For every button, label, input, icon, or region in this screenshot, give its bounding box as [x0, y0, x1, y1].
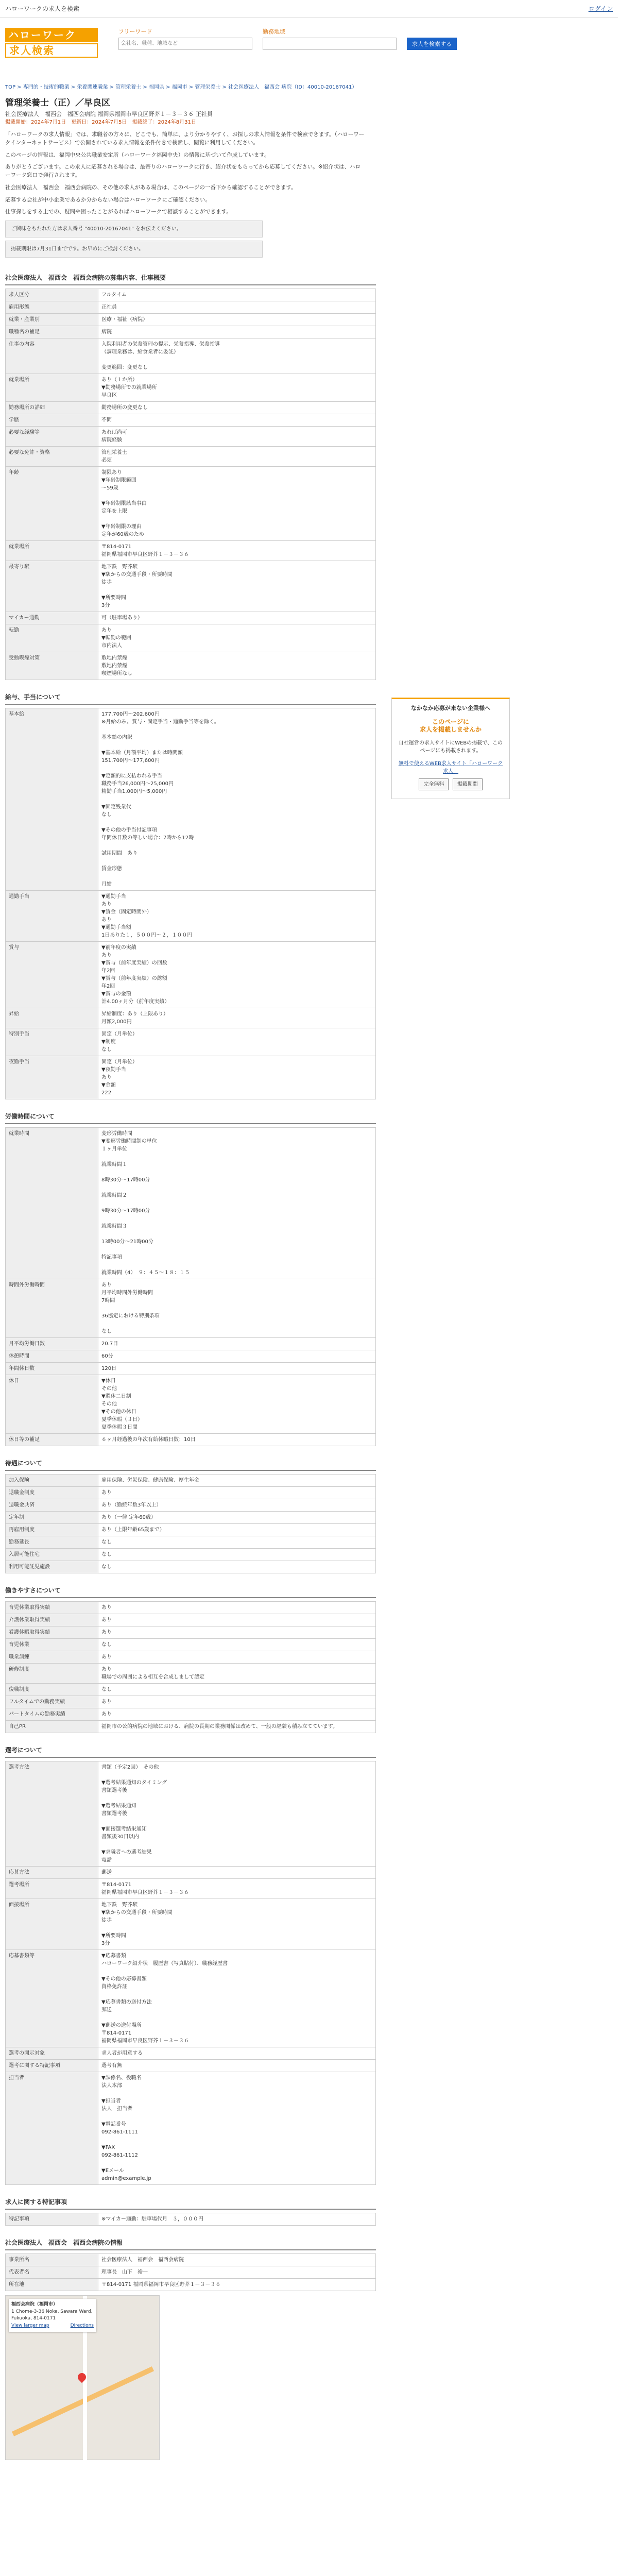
- row-label: 通勤手当: [6, 891, 98, 942]
- row-label: 最寄り駅: [6, 561, 98, 612]
- table-row: [6, 1512, 376, 1524]
- promo-link[interactable]: 無料で使えるWEB求人サイト「ハローワーク求人」: [398, 760, 503, 774]
- table-row: [6, 541, 376, 561]
- row-label: 育児休業: [6, 1639, 98, 1651]
- promo-line1: このページに: [432, 718, 469, 725]
- table-row: [6, 2279, 376, 2291]
- row-label: パートタイムの勤務実績: [6, 1708, 98, 1721]
- map-larger-link[interactable]: View larger map: [11, 2323, 49, 2328]
- row-value: なし: [98, 1561, 376, 1573]
- logo-line1: ハローワーク: [5, 28, 98, 42]
- row-value: 177,700円〜202,600円 ※月給のみ。賞与・固定手当・通勤手当等を除く。 基本給の内訳 ▼基本給（月額平均）または時間額 151,700円〜177,600円 ▼定額的に支払われる手当 職務手当26,000円〜25,000円 精勤手当1,000円〜5,000円 ▼固定残業代 なし ▼その他の手当付記事項 年間休日数の等しい場合：7時から12時 試用期間 あり 賃金形態 月給: [98, 708, 376, 891]
- row-value: あり: [98, 1487, 376, 1499]
- table-row: [6, 942, 376, 1008]
- row-value: 固定（月単位） ▼夜勤手当 あり ▼金額 222: [98, 1056, 376, 1099]
- keyword-input[interactable]: [118, 38, 252, 50]
- table-row: [6, 1475, 376, 1487]
- apply-section-title: 選考について: [5, 1743, 376, 1758]
- row-label: 所在地: [6, 2279, 98, 2291]
- row-value: 〒814-0171 福岡県福岡市早良区野芥１－３－３６: [98, 2279, 376, 2291]
- row-value: ▼前年度の実績 あり ▼賞与（前年度実績）の回数 年2回 ▼賞与（前年度実績）の総額 年2回 ▼賞与の金額 計4.00ヶ月分（前年度実績）: [98, 942, 376, 1008]
- table-row: [6, 1696, 376, 1708]
- row-label: 職種名の補足: [6, 326, 98, 338]
- env-section-title: 働きやすさについて: [5, 1584, 376, 1598]
- logo-line2: 求人検索: [5, 43, 98, 58]
- breadcrumb[interactable]: TOP > 専門的・技術的職業 > 栄養関連職業 > 管理栄養士 > 福岡県 > 福岡市 > 管理栄養士 > 社会医療法人 福西会 病院（ID：40010-20167041）: [5, 84, 357, 90]
- row-value: 書類（予定2回） その他 ▼選考結果通知のタイミング 書類選考後 ▼選考結果通知 書類選考後 ▼面接選考結果通知 書類後30日以内 ▼求職者への選考結果 電話: [98, 1761, 376, 1867]
- intro-text: [0, 131, 371, 216]
- table-row: [6, 2047, 376, 2060]
- table-row: [6, 1487, 376, 1499]
- row-label: マイカー通勤: [6, 612, 98, 624]
- row-label: 面接場所: [6, 1899, 98, 1950]
- table-row: [6, 1549, 376, 1561]
- row-label: 賞与: [6, 942, 98, 1008]
- row-value: 求人者が用意する: [98, 2047, 376, 2060]
- table-row: [6, 1028, 376, 1056]
- row-value: あり: [98, 1696, 376, 1708]
- hours-table: [5, 1127, 376, 1446]
- table-row: [6, 1524, 376, 1536]
- table-row: [6, 2266, 376, 2279]
- map-place-title: 福西会病院（福岡市）: [11, 2302, 58, 2307]
- table-row: [6, 338, 376, 374]
- apply-table: [5, 1761, 376, 2185]
- row-value: あれば尚可 病院経験: [98, 427, 376, 447]
- row-label: 学歴: [6, 414, 98, 427]
- row-value: あり: [98, 1626, 376, 1639]
- row-value: あり（上限年齢65歳まで）: [98, 1524, 376, 1536]
- job-table: [5, 289, 376, 680]
- row-value: あり（一律 定年60歳）: [98, 1512, 376, 1524]
- table-row: [6, 1664, 376, 1684]
- row-label: 年齢: [6, 467, 98, 541]
- table-row: [6, 447, 376, 467]
- table-row: [6, 427, 376, 447]
- search-area: [118, 28, 457, 50]
- table-row: [6, 1639, 376, 1651]
- row-label: 転勤: [6, 624, 98, 652]
- row-label: 夜勤手当: [6, 1056, 98, 1099]
- row-label: 復職制度: [6, 1684, 98, 1696]
- top-bar: [0, 0, 618, 18]
- intro-paragraph: 仕事探しをする上での、疑問や困ったことがあればハローワークで相談することができます。: [5, 209, 232, 215]
- table-row: [6, 1879, 376, 1899]
- company-table: [5, 2253, 376, 2291]
- table-row: [6, 1338, 376, 1350]
- row-value: 選考有無: [98, 2060, 376, 2072]
- table-row: [6, 1899, 376, 1950]
- area-label: 勤務地域: [263, 28, 285, 35]
- table-row: [6, 1350, 376, 1363]
- row-value: 制限あり ▼年齢制限範囲 ～59歳 ▼年齢制限該当事由 定年を上限 ▼年齢制限の理由 定年が60歳のため: [98, 467, 376, 541]
- row-label: 退職金共済: [6, 1499, 98, 1512]
- row-label: 特別手当: [6, 1028, 98, 1056]
- row-value: 〒814-0171 福岡県福岡市早良区野芥１－３－３６: [98, 541, 376, 561]
- sidebar: [391, 698, 510, 2464]
- row-label: 加入保険: [6, 1475, 98, 1487]
- env-table: [5, 1601, 376, 1733]
- row-label: 応募書類等: [6, 1950, 98, 2047]
- row-label: 応募方法: [6, 1867, 98, 1879]
- login-link[interactable]: ログイン: [588, 5, 613, 12]
- row-label: 選考の開示対象: [6, 2047, 98, 2060]
- table-row: [6, 414, 376, 427]
- row-value: あり ▼転勤の範囲 市内法人: [98, 624, 376, 652]
- intro-paragraph: 社会医療法人 福西会 福西会病院の、その他の求人がある場合は、このページの一番下から確認することができます。: [5, 184, 297, 191]
- intro-paragraph: 応募する会社が中小企業であるか分からない場合はハローワークにご確認ください。: [5, 196, 211, 203]
- table-row: [6, 374, 376, 402]
- row-label: 利用可能託児施設: [6, 1561, 98, 1573]
- table-row: [6, 612, 376, 624]
- table-row: [6, 1375, 376, 1434]
- row-value: なし: [98, 1639, 376, 1651]
- row-value: 郵送: [98, 1867, 376, 1879]
- area-input[interactable]: [263, 38, 397, 50]
- row-value: ▼課係名、役職名 法人本部 ▼担当者 法人 担当者 ▼電話番号 092-861-1111 ▼FAX 092-861-1112 ▼Eメール admin@example.jp: [98, 2072, 376, 2185]
- table-row: [6, 1363, 376, 1375]
- row-value: なし: [98, 1536, 376, 1549]
- table-row: [6, 326, 376, 338]
- row-label: 職業訓練: [6, 1651, 98, 1664]
- row-label: 休日: [6, 1375, 98, 1434]
- hours-section-title: 労働時間について: [5, 1110, 376, 1124]
- row-label: 就業・産業別: [6, 314, 98, 326]
- row-label: 年間休日数: [6, 1363, 98, 1375]
- table-row: [6, 1614, 376, 1626]
- row-value: 医療・福祉（病院）: [98, 314, 376, 326]
- row-value: 福岡市の公的病院の地域における、病院の長期の業務関係は改めて、一般の経験も積み立てています。: [98, 1721, 376, 1733]
- row-label: 選考場所: [6, 1879, 98, 1899]
- row-value: あり（勤続年数3年以上）: [98, 1499, 376, 1512]
- row-label: 基本給: [6, 708, 98, 891]
- table-row: [6, 1867, 376, 1879]
- company-subinfo: 社会医療法人 福西会 福西会病院 福岡県福岡市早良区野芥１－３－３６ 正社員: [5, 111, 213, 117]
- table-row: [6, 1708, 376, 1721]
- row-label: 受動喫煙対策: [6, 652, 98, 680]
- row-value: 不問: [98, 414, 376, 427]
- benefit-section-title: 待遇について: [5, 1456, 376, 1471]
- row-value: 敷地内禁煙 敷地内禁煙 喫煙場所なし: [98, 652, 376, 680]
- table-row: [6, 1950, 376, 2047]
- table-row: [6, 1536, 376, 1549]
- intro-paragraph: このページの情報は、福岡中央公共職業安定所（ハローワーク福岡中央）の情報に基づいて作成しています。: [5, 151, 270, 158]
- row-value: あり: [98, 1651, 376, 1664]
- row-label: 特記事項: [6, 2213, 98, 2226]
- row-label: 月平均労働日数: [6, 1338, 98, 1350]
- row-value: あり（１か所） ▼勤務場所での就業場所 早良区: [98, 374, 376, 402]
- row-label: 選考に関する特記事項: [6, 2060, 98, 2072]
- row-value: 20.7日: [98, 1338, 376, 1350]
- row-value: あり: [98, 1708, 376, 1721]
- table-row: [6, 289, 376, 301]
- row-value: なし: [98, 1549, 376, 1561]
- table-row: [6, 1008, 376, 1028]
- job-section-title: 社会医療法人 福西会 福西会病院の募集内容、仕事概要: [5, 271, 376, 285]
- row-label: 必要な免許・資格: [6, 447, 98, 467]
- row-value: 可（駐車場あり）: [98, 612, 376, 624]
- row-label: 定年制: [6, 1512, 98, 1524]
- row-value: ▼通勤手当 あり ▼賃金（固定時間外） あり ▼通勤手当額 1日ありた１，５００円〜２，１００円: [98, 891, 376, 942]
- row-label: 看護休暇取得実績: [6, 1626, 98, 1639]
- row-value: あり: [98, 1602, 376, 1614]
- promo-box: [391, 698, 510, 799]
- table-row: [6, 1684, 376, 1696]
- page-title: 管理栄養士（正）／早良区: [5, 98, 110, 108]
- keyword-label: フリーワード: [118, 28, 152, 35]
- row-label: 入居可能住宅: [6, 1549, 98, 1561]
- row-label: 就業場所: [6, 374, 98, 402]
- promo-line2: 求人を掲載しませんか: [419, 726, 482, 734]
- period-button[interactable]: 掲載期間: [453, 778, 483, 790]
- search-button[interactable]: 求人を検索する: [407, 38, 457, 50]
- row-label: 選考方法: [6, 1761, 98, 1867]
- row-label: 勤務場所の詳細: [6, 402, 98, 414]
- row-value: あり 月平均時間外労働時間 7時間 36協定における特別条項 なし: [98, 1279, 376, 1338]
- table-row: [6, 1128, 376, 1279]
- row-value: ６ヶ月経過後の年次有給休暇日数：10日: [98, 1434, 376, 1446]
- intro-paragraph: 「ハローワークの求人情報」では、求職者の方々に、どこでも、簡単に、より分かりやすく、お探しの求人情報を条件で検索できます。（ハローワークインターネットサービス）で公開されている求人情報を条件付きで検索し、閲覧に利用してください。: [5, 131, 365, 146]
- promo-heading: なかなか応募が来ない企業様へ: [411, 705, 490, 711]
- row-label: 休憩時間: [6, 1350, 98, 1363]
- posting-dates: 掲載開始：2024年7月1日 更新日：2024年7月5日 掲載終了：2024年8月31日: [5, 120, 196, 125]
- row-label: 仕事の内容: [6, 338, 98, 374]
- table-row: [6, 467, 376, 541]
- row-value: ▼応募書類 ハローワーク紹介状 履歴書（写真貼付）、職務経歴書 ▼その他の応募書類 資格免許証 ▼応募書類の送付方法 郵送 ▼郵送の送付場所 〒814-0171 福岡県福岡市早良区野芥１－３－３６: [98, 1950, 376, 2047]
- row-value: あり: [98, 1614, 376, 1626]
- row-label: 時間外労働時間: [6, 1279, 98, 1338]
- row-value: ▼休日 その他 ▼週休二日制 その他 ▼その他の休日 夏季休暇（３日） 夏季休暇３日間: [98, 1375, 376, 1434]
- row-value: 120日: [98, 1363, 376, 1375]
- row-value: 理事長 山下 裕一: [98, 2266, 376, 2279]
- table-row: [6, 1561, 376, 1573]
- site-label: ハローワークの求人を検索: [5, 5, 80, 12]
- row-label: 必要な経験等: [6, 427, 98, 447]
- table-row: [6, 891, 376, 942]
- intro-paragraph: ありがとうございます。この求人に応募される場合は、最寄りのハローワークに行き、紹介状をもらってから応募してください。※紹介状は、ハローワーク窓口で発行されます。: [5, 164, 361, 178]
- row-label: 育児休業取得実績: [6, 1602, 98, 1614]
- row-value: なし: [98, 1684, 376, 1696]
- table-row: [6, 2060, 376, 2072]
- row-label: 昇給: [6, 1008, 98, 1028]
- deadline-note: 掲載期限は7月31日までです。お早めにご検討ください。: [5, 241, 263, 258]
- map-address: 1 Chome-3-36 Noke, Sawara Ward, Fukuoka, 814-0171: [11, 2309, 93, 2321]
- google-map[interactable]: [5, 2295, 160, 2460]
- table-row: [6, 1626, 376, 1639]
- row-label: 担当者: [6, 2072, 98, 2185]
- table-row: [6, 314, 376, 326]
- row-label: 就業場所: [6, 541, 98, 561]
- table-row: [6, 624, 376, 652]
- free-button[interactable]: 完全無料: [419, 778, 449, 790]
- special-table: [5, 2213, 376, 2226]
- row-value: 正社員: [98, 301, 376, 314]
- table-row: [6, 1721, 376, 1733]
- row-value: 雇用保険、労災保険、健康保険、厚生年金: [98, 1475, 376, 1487]
- row-label: 自己PR: [6, 1721, 98, 1733]
- table-row: [6, 402, 376, 414]
- row-value: 管理栄養士 必須: [98, 447, 376, 467]
- row-label: 雇用形態: [6, 301, 98, 314]
- row-label: 代表者名: [6, 2266, 98, 2279]
- table-row: [6, 2254, 376, 2266]
- wage-section-title: 給与、手当について: [5, 690, 376, 705]
- table-row: [6, 1761, 376, 1867]
- row-value: ※マイカー通勤：駐車場代月 ３，０００円: [98, 2213, 376, 2226]
- header: [0, 18, 618, 83]
- table-row: [6, 561, 376, 612]
- table-row: [6, 1056, 376, 1099]
- promo-text: 自社運営の求人サイトにWEBの掲載で、このページにも掲載されます。: [398, 740, 503, 754]
- row-value: 60分: [98, 1350, 376, 1363]
- special-section-title: 求人に関する特記事項: [5, 2195, 376, 2210]
- row-label: 休日等の補足: [6, 1434, 98, 1446]
- row-label: 勤務延長: [6, 1536, 98, 1549]
- row-label: 就業時間: [6, 1128, 98, 1279]
- row-value: 社会医療法人 福西会 福西会病院: [98, 2254, 376, 2266]
- row-label: 再雇用制度: [6, 1524, 98, 1536]
- company-section-title: 社会医療法人 福西会 福西会病院の情報: [5, 2236, 376, 2250]
- row-value: 入院利用者の栄養管理の提示、栄養指導、栄養指導 （調理業務は、給食業者に委託） 変更範囲：変更なし: [98, 338, 376, 374]
- table-row: [6, 1499, 376, 1512]
- job-number-note: ご興味をもたれた方は求人番号 "40010-20167041" をお伝えください。: [5, 221, 263, 238]
- row-value: 固定（月単位） ▼制度 なし: [98, 1028, 376, 1056]
- row-label: 求人区分: [6, 289, 98, 301]
- row-label: 退職金制度: [6, 1487, 98, 1499]
- row-value: 病院: [98, 326, 376, 338]
- wage-table: [5, 708, 376, 1099]
- map-info-card: [9, 2299, 96, 2332]
- row-value: 〒814-0171 福岡県福岡市早良区野芥１－３－３６: [98, 1879, 376, 1899]
- benefit-table: [5, 1474, 376, 1573]
- row-value: フルタイム: [98, 289, 376, 301]
- table-row: [6, 652, 376, 680]
- table-row: [6, 2072, 376, 2185]
- map-directions-link[interactable]: Directions: [70, 2323, 94, 2328]
- row-value: 地下鉄 野芥駅 ▼駅からの交通手段・所要時間 徒歩 ▼所要時間 3分: [98, 1899, 376, 1950]
- table-row: [6, 1279, 376, 1338]
- row-value: あり 職場での周囲による相互を合成しまして認定: [98, 1664, 376, 1684]
- table-row: [6, 708, 376, 891]
- row-value: 地下鉄 野芥駅 ▼駅からの交通手段・所要時間 徒歩 ▼所要時間 3分: [98, 561, 376, 612]
- row-label: 事業所名: [6, 2254, 98, 2266]
- table-row: [6, 1651, 376, 1664]
- row-label: 研修制度: [6, 1664, 98, 1684]
- logo[interactable]: [5, 28, 98, 58]
- row-value: 昇給制度：あり（上限あり） 月額2,000円: [98, 1008, 376, 1028]
- row-label: 介護休業取得実績: [6, 1614, 98, 1626]
- table-row: [6, 301, 376, 314]
- table-row: [6, 2213, 376, 2226]
- row-value: 変形労働時間 ▼変形労働時間制の単位 １ヶ月単位 就業時間１ 8時30分〜17時00分 就業時間２ 9時30分〜17時00分 就業時間３ 13時00分〜21時00分 特記事項 就業時間（4） ９：４５〜１８：１５: [98, 1128, 376, 1279]
- table-row: [6, 1602, 376, 1614]
- row-label: フルタイムでの勤務実績: [6, 1696, 98, 1708]
- table-row: [6, 1434, 376, 1446]
- row-value: 勤務場所の変更なし: [98, 402, 376, 414]
